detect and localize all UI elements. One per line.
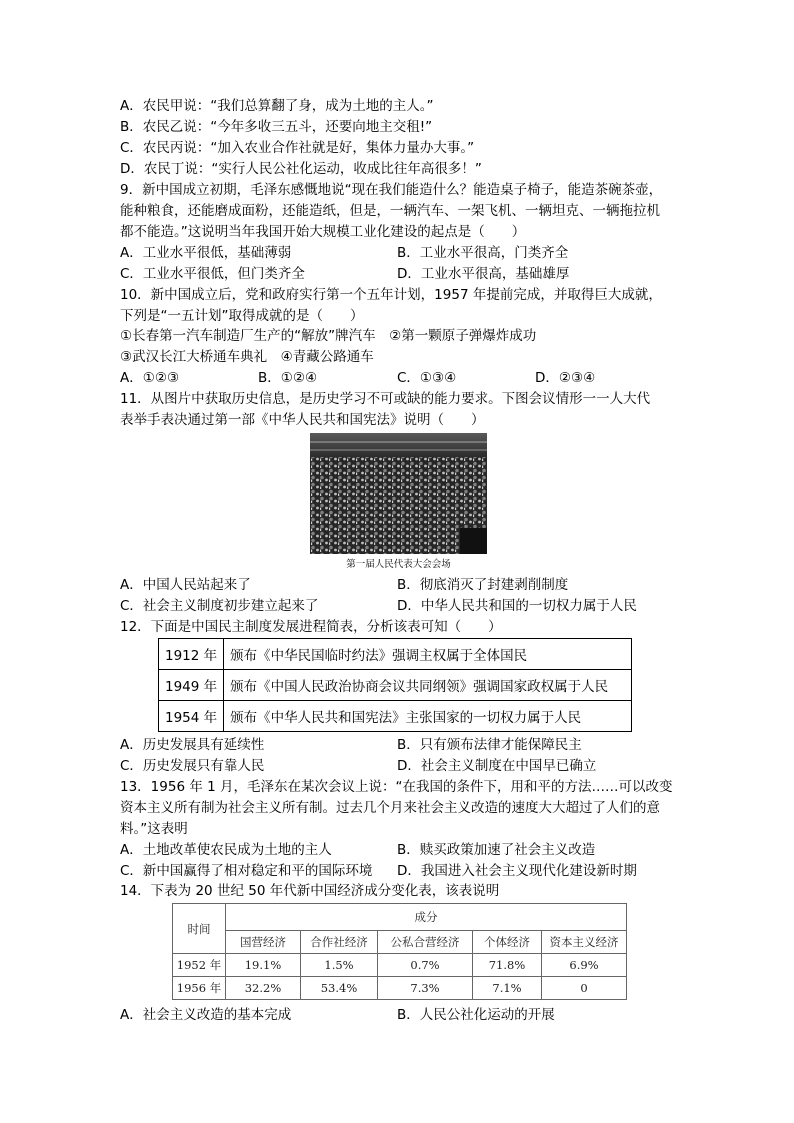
q8-option-a: A．农民甲说：“我们总算翻了身，成为土地的主人。” bbox=[120, 98, 434, 114]
table-cell-year: 1956 年 bbox=[173, 977, 226, 1000]
table-cell-year: 1912 年 bbox=[159, 639, 224, 670]
table-cell: 0.7% bbox=[378, 954, 473, 977]
table-cell-desc: 颁布《中国人民政治协商会议共同纲领》强调国家政权属于人民 bbox=[224, 670, 632, 701]
table-cell: 32.2% bbox=[226, 977, 301, 1000]
q10-option-a: A．①②③ bbox=[120, 370, 180, 386]
table-header-cell: 公私合营经济 bbox=[378, 931, 473, 954]
table-cell: 19.1% bbox=[226, 954, 301, 977]
table-cell: 0 bbox=[542, 977, 627, 1000]
q13-stem-line2: 资本主义所有制为社会主义所有制。过去几个月来社会主义改造的速度大大超过了人们的意 bbox=[120, 800, 660, 816]
q10-option-d: D．②③④ bbox=[535, 370, 596, 386]
q10-stem-line1: 10．新中国成立后，党和政府实行第一个五年计划，1957 年提前完成，并取得巨大成就， bbox=[120, 287, 662, 303]
q9-option-c: C．工业水平很低，但门类齐全 bbox=[120, 266, 305, 282]
q8-option-b: B．农民乙说：“今年多收三五斗，还要向地主交租!” bbox=[120, 119, 433, 135]
table-header-group: 成分 bbox=[226, 904, 627, 931]
q9-stem-line2: 能种粮食，还能磨成面粉，还能造纸，但是，一辆汽车、一架飞机、一辆坦克、一辆拖拉机 bbox=[120, 203, 660, 219]
q12-option-d: D．社会主义制度在中国早已确立 bbox=[397, 758, 597, 774]
table-row bbox=[173, 954, 627, 977]
table-row bbox=[159, 639, 632, 670]
table-header-cell: 国营经济 bbox=[226, 931, 301, 954]
q10-option-c: C．①③④ bbox=[397, 370, 457, 386]
table-cell: 53.4% bbox=[301, 977, 378, 1000]
q14-option-b: B．人民公社化运动的开展 bbox=[397, 1007, 555, 1023]
congress-photo-image bbox=[310, 433, 487, 554]
q9-stem-line3: 都不能造。”这说明当年我国开始大规模工业化建设的起点是（ ） bbox=[120, 224, 526, 240]
q8-option-d: D．农民丁说：“实行人民公社化运动，收成比往年高很多！” bbox=[120, 161, 482, 177]
table-cell: 71.8% bbox=[473, 954, 542, 977]
q14-stem: 14．下表为 20 世纪 50 年代新中国经济成分变化表，该表说明 bbox=[120, 883, 500, 899]
table-cell: 7.1% bbox=[473, 977, 542, 1000]
table-cell-year: 1952 年 bbox=[173, 954, 226, 977]
q9-stem-line1: 9．新中国成立初期，毛泽东感慨地说“现在我们能造什么？能造桌子椅子，能造茶碗茶壶， bbox=[120, 182, 663, 198]
table-header-cell: 个体经济 bbox=[473, 931, 542, 954]
table-row bbox=[173, 977, 627, 1000]
q10-item-line2: ③武汉长江大桥通车典礼 ④青藏公路通车 bbox=[120, 349, 374, 365]
q11-stem-line2: 表举手表决通过第一部《中华人民共和国宪法》说明（ ） bbox=[120, 412, 485, 428]
table-row bbox=[159, 701, 632, 732]
q11-option-a: A．中国人民站起来了 bbox=[120, 577, 251, 593]
table-cell: 7.3% bbox=[378, 977, 473, 1000]
table-cell-desc: 颁布《中华民国临时约法》强调主权属于全体国民 bbox=[224, 639, 632, 670]
table-header-time: 时间 bbox=[173, 904, 226, 954]
q13-option-d: D．我国进入社会主义现代化建设新时期 bbox=[397, 863, 637, 879]
q11-option-c: C．社会主义制度初步建立起来了 bbox=[120, 598, 319, 614]
q9-option-b: B．工业水平很高，门类齐全 bbox=[397, 245, 569, 261]
q11-option-d: D．中华人民共和国的一切权力属于人民 bbox=[397, 598, 637, 614]
table-cell-year: 1954 年 bbox=[159, 701, 224, 732]
q13-option-a: A．土地改革使农民成为土地的主人 bbox=[120, 842, 332, 858]
q10-item-line1: ①长春第一汽车制造厂生产的“解放”牌汽车 ②第一颗原子弹爆炸成功 bbox=[120, 328, 537, 344]
table-cell-desc: 颁布《中华人民共和国宪法》主张国家的一切权力属于人民 bbox=[224, 701, 632, 732]
table-cell: 6.9% bbox=[542, 954, 627, 977]
table-header-row bbox=[173, 931, 627, 954]
q12-option-a: A．历史发展具有延续性 bbox=[120, 737, 265, 753]
economy-composition-table bbox=[172, 903, 627, 1000]
q10-stem-line2: 下列是“一五计划”取得成就的是（ ） bbox=[120, 308, 364, 324]
q13-stem-line3: 料。”这表明 bbox=[120, 821, 188, 837]
table-header-cell: 合作社经济 bbox=[301, 931, 378, 954]
q13-stem-line1: 13．1956 年 1 月，毛泽东在某次会议上说：“在我国的条件下，用和平的方法……可以改变 bbox=[120, 779, 673, 795]
q13-option-b: B．赎买政策加速了社会主义改造 bbox=[397, 842, 596, 858]
q11-option-b: B．彻底消灭了封建剥削制度 bbox=[397, 577, 569, 593]
table-cell: 1.5% bbox=[301, 954, 378, 977]
q12-option-b: B．只有颁布法律才能保障民主 bbox=[397, 737, 582, 753]
q9-option-d: D．工业水平很高，基础雄厚 bbox=[397, 266, 570, 282]
table-header-cell: 资本主义经济 bbox=[542, 931, 627, 954]
table-row bbox=[159, 670, 632, 701]
q10-option-b: B．①②④ bbox=[258, 370, 318, 386]
q13-option-c: C．新中国赢得了相对稳定和平的国际环境 bbox=[120, 863, 373, 879]
q12-stem: 12．下面是中国民主制度发展进程简表，分析该表可知（ ） bbox=[120, 619, 502, 635]
democracy-timeline-table bbox=[158, 638, 632, 732]
table-cell-year: 1949 年 bbox=[159, 670, 224, 701]
q14-option-a: A．社会主义改造的基本完成 bbox=[120, 1007, 292, 1023]
q8-option-c: C．农民丙说：“加入农业合作社就是好，集体力量办大事。” bbox=[120, 140, 475, 156]
q12-option-c: C．历史发展只有靠人民 bbox=[120, 758, 265, 774]
photo-caption: 第一届人民代表大会会场 bbox=[346, 559, 451, 570]
congress-photo bbox=[310, 433, 487, 554]
q9-option-a: A．工业水平很低，基础薄弱 bbox=[120, 245, 292, 261]
q11-stem-line1: 11．从图片中获取历史信息，是历史学习不可或缺的能力要求。下图会议情形一一人大代 bbox=[120, 391, 651, 407]
